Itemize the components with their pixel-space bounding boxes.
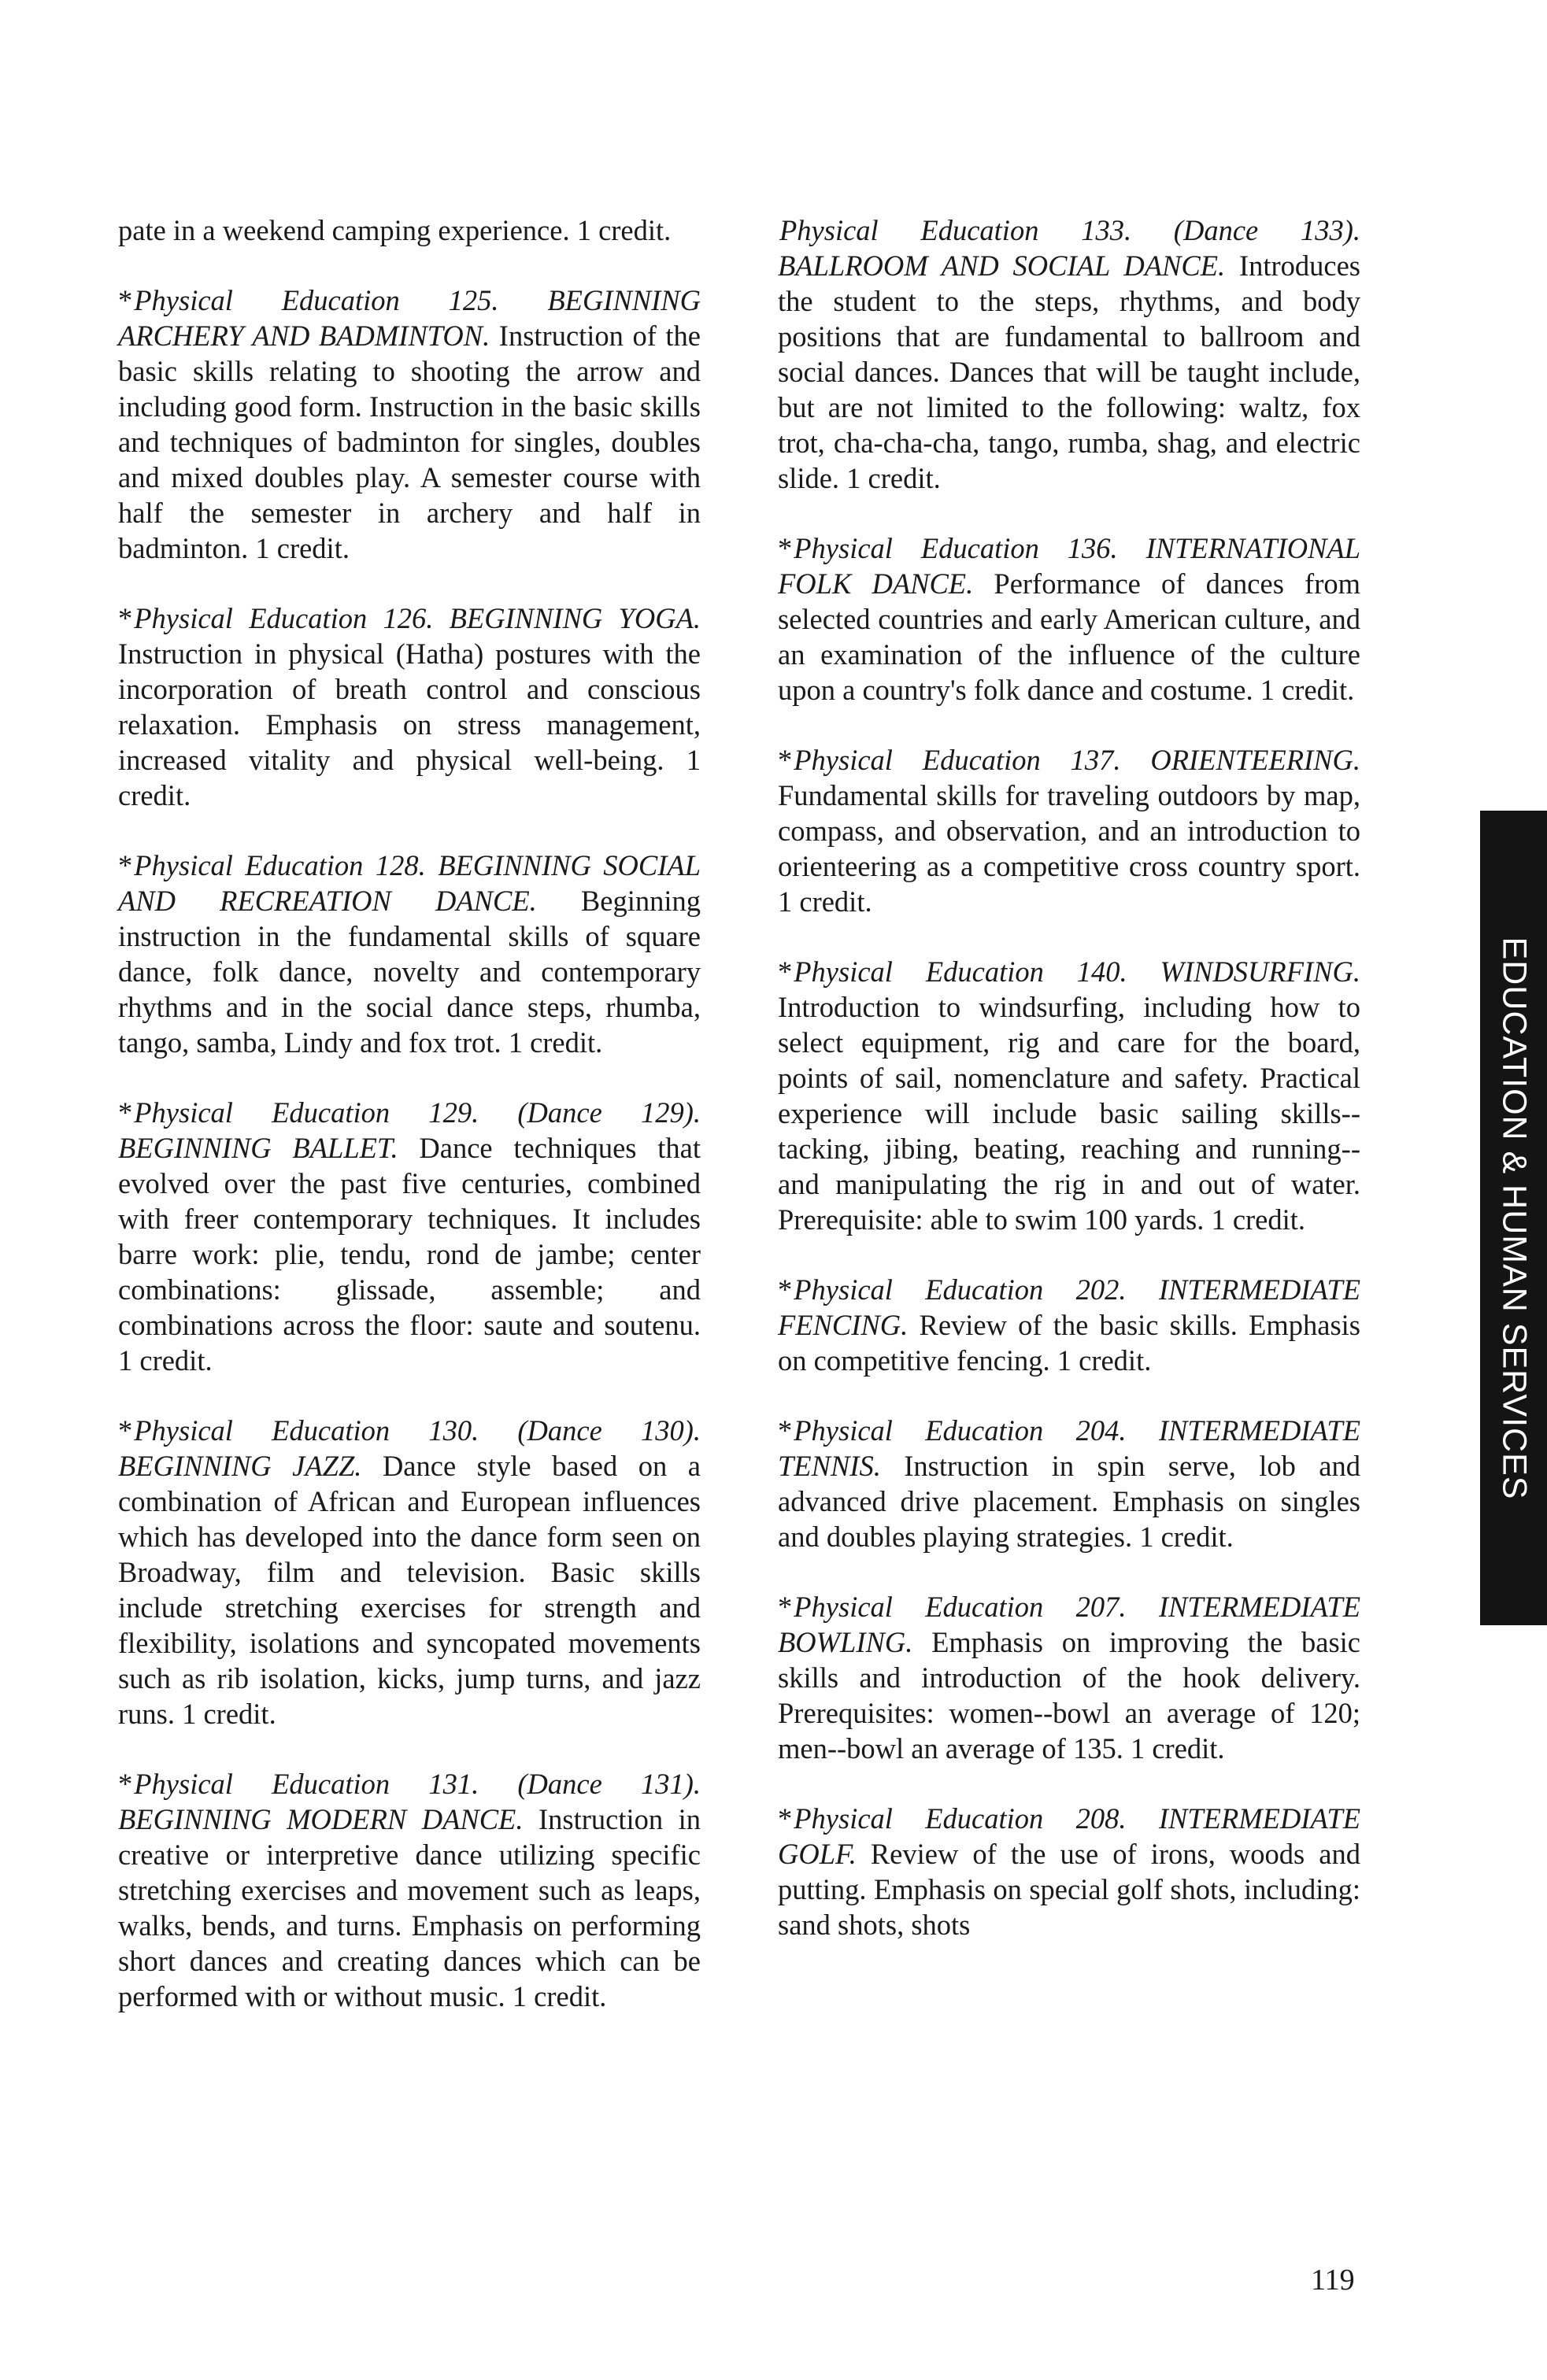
course-number: Physical Education 133. (Dance 133). (779, 214, 1360, 246)
course-description: Performance of dances from selected countries and early American culture, and an examination of the influence of the culture upon a country's folk dance and costume. 1 credit. (778, 567, 1361, 706)
course-description: Instruction in spin serve, lob and advanced drive placement. Emphasis on singles and doubles playing strategies. 1 credit. (778, 1450, 1360, 1553)
course-title: BEGINNING ARCHERY AND BADMINTON. (118, 284, 701, 352)
course-star: * (118, 849, 133, 881)
course-entry (118, 283, 701, 566)
course-entry (778, 1413, 1360, 1554)
course-title: INTERMEDIATE FENCING. (778, 1273, 1361, 1341)
course-description: Introduction to windsurfing, including how to select equipment, rig and care for the board, points of sail, nomenclature and safety. Practical experience will include basic sailing skills--tacking, jibing, beating, reaching and running--and manipulating the rig in and out of water. Prerequisite: able to swim 100 yards. 1 credit. (778, 991, 1360, 1236)
course-number: Physical Education 129. (Dance 129). (134, 1096, 701, 1129)
continuation-text: pate in a weekend camping experience. 1 credit. (118, 214, 672, 246)
course-star: * (118, 1768, 133, 1800)
course-entry (778, 954, 1360, 1237)
course-entry (118, 1766, 701, 2014)
page-number: 119 (1311, 2264, 1355, 2297)
course-number: Physical Education 130. (Dance 130). (134, 1414, 701, 1447)
course-title: INTERNATIONAL FOLK DANCE. (778, 532, 1360, 600)
course-description: Instruction in creative or interpretive dance utilizing specific stretching exercises and movement such as leaps, walks, bends, and turns. Emphasis on performing short dances and creating dances which can be performed with or without music. 1 credit. (118, 1803, 701, 2012)
course-description: Dance style based on a combination of African and European influences which has developed into the dance form seen on Broadway, film and television. Basic skills include stretching exercises for strength and flexibility, isolations and syncopated movements such as rib isolation, kicks, jump turns, and jazz runs. 1 credit. (118, 1450, 701, 1730)
course-star: * (118, 1414, 133, 1447)
course-entry (778, 213, 1360, 496)
course-entry (118, 601, 701, 813)
course-entry (118, 1413, 701, 1731)
course-number: Physical Education 140. (794, 955, 1127, 988)
course-title: INTERMEDIATE GOLF. (778, 1802, 1361, 1870)
course-number: Physical Education 125. (134, 284, 499, 316)
course-entry (118, 1095, 701, 1378)
course-entry (778, 742, 1360, 919)
course-description: Instruction of the basic skills relating to shooting the arrow and including good form. Instruction in the basic skills and techniques of badminton for singles, doubles and mixed doubles play. A semester course with half the semester in archery and half in badminton. 1 credit. (118, 320, 701, 564)
course-description: Review of the basic skills. Emphasis on competitive fencing. 1 credit. (778, 1309, 1360, 1377)
course-title: BALLROOM AND SOCIAL DANCE. (778, 249, 1226, 282)
course-description: Introduces the student to the steps, rhythms, and body positions that are fundamental to ballroom and social dances. Dances that will be taught include, but are not limited to the following: waltz, fox trot, cha-cha-cha, tango, rumba, shag, and electric slide. 1 credit. (778, 249, 1360, 494)
course-star: * (778, 744, 793, 776)
course-title: BEGINNING JAZZ. (118, 1450, 362, 1482)
course-number: Physical Education 136. (794, 532, 1118, 564)
left-column (118, 213, 701, 2049)
course-star: * (778, 1802, 793, 1835)
course-description: Dance techniques that evolved over the past five centuries, combined with freer contemporary techniques. It includes barre work: plie, tendu, rond de jambe; center combinations: glissade, assemble; and combinations across the floor: saute and soutenu. 1 credit. (118, 1132, 701, 1377)
course-star: * (118, 284, 133, 316)
course-star: * (778, 1414, 793, 1447)
course-title: INTERMEDIATE BOWLING. (778, 1591, 1361, 1658)
course-description: Instruction in physical (Hatha) postures with the incorporation of breath control and conscious relaxation. Emphasis on stress management, increased vitality and physical well-being. 1 credit. (118, 638, 701, 811)
course-number: Physical Education 131. (Dance 131). (134, 1768, 701, 1800)
course-title: BEGINNING MODERN DANCE. (118, 1803, 524, 1835)
course-star: * (778, 1273, 793, 1306)
course-title: BEGINNING YOGA. (449, 602, 701, 634)
section-side-tab (1480, 811, 1547, 1625)
course-number: Physical Education 208. (794, 1802, 1127, 1835)
course-entry (778, 1801, 1360, 1942)
course-description: Beginning instruction in the fundamental skills of square dance, folk dance, novelty and contemporary rhythms and in the social dance steps, rhumba, tango, samba, Lindy and fox trot. 1 credit. (118, 885, 701, 1059)
left-course-list (118, 283, 701, 2014)
course-number: Physical Education 207. (794, 1591, 1127, 1623)
course-entry (778, 1272, 1360, 1378)
course-number: Physical Education 137. (794, 744, 1121, 776)
course-title: WINDSURFING. (1160, 955, 1360, 988)
course-number: Physical Education 204. (794, 1414, 1127, 1447)
course-star: * (118, 602, 133, 634)
course-description: Emphasis on improving the basic skills and introduction of the hook delivery. Prerequisites: women--bowl an average of 120; men--bowl an average of 135. 1 credit. (778, 1626, 1361, 1765)
course-title: ORIENTEERING. (1150, 744, 1360, 776)
course-title: BEGINNING SOCIAL AND RECREATION DANCE. (118, 849, 701, 917)
course-description: Fundamental skills for traveling outdoors by map, compass, and observation, and an introduction to orienteering as a competitive cross country sport. 1 credit. (778, 779, 1360, 918)
side-tab-label: EDUCATION & HUMAN SERVICES (1495, 937, 1533, 1499)
course-title: BEGINNING BALLET. (118, 1132, 398, 1164)
course-number: Physical Education 202. (794, 1273, 1127, 1306)
course-number: Physical Education 128. (134, 849, 426, 881)
course-star: * (778, 532, 793, 564)
course-entry (778, 530, 1360, 708)
course-number: Physical Education 126. (134, 602, 434, 634)
course-entry (118, 848, 701, 1060)
right-course-list (778, 213, 1360, 1942)
right-column (778, 213, 1360, 1977)
course-star: * (118, 1096, 133, 1129)
course-star: * (778, 955, 793, 988)
course-description: Review of the use of irons, woods and putting. Emphasis on special golf shots, including: sand shots, shots (778, 1838, 1360, 1941)
course-entry (778, 1589, 1360, 1766)
course-title: INTERMEDIATE TENNIS. (778, 1414, 1361, 1482)
course-star: * (778, 1591, 793, 1623)
